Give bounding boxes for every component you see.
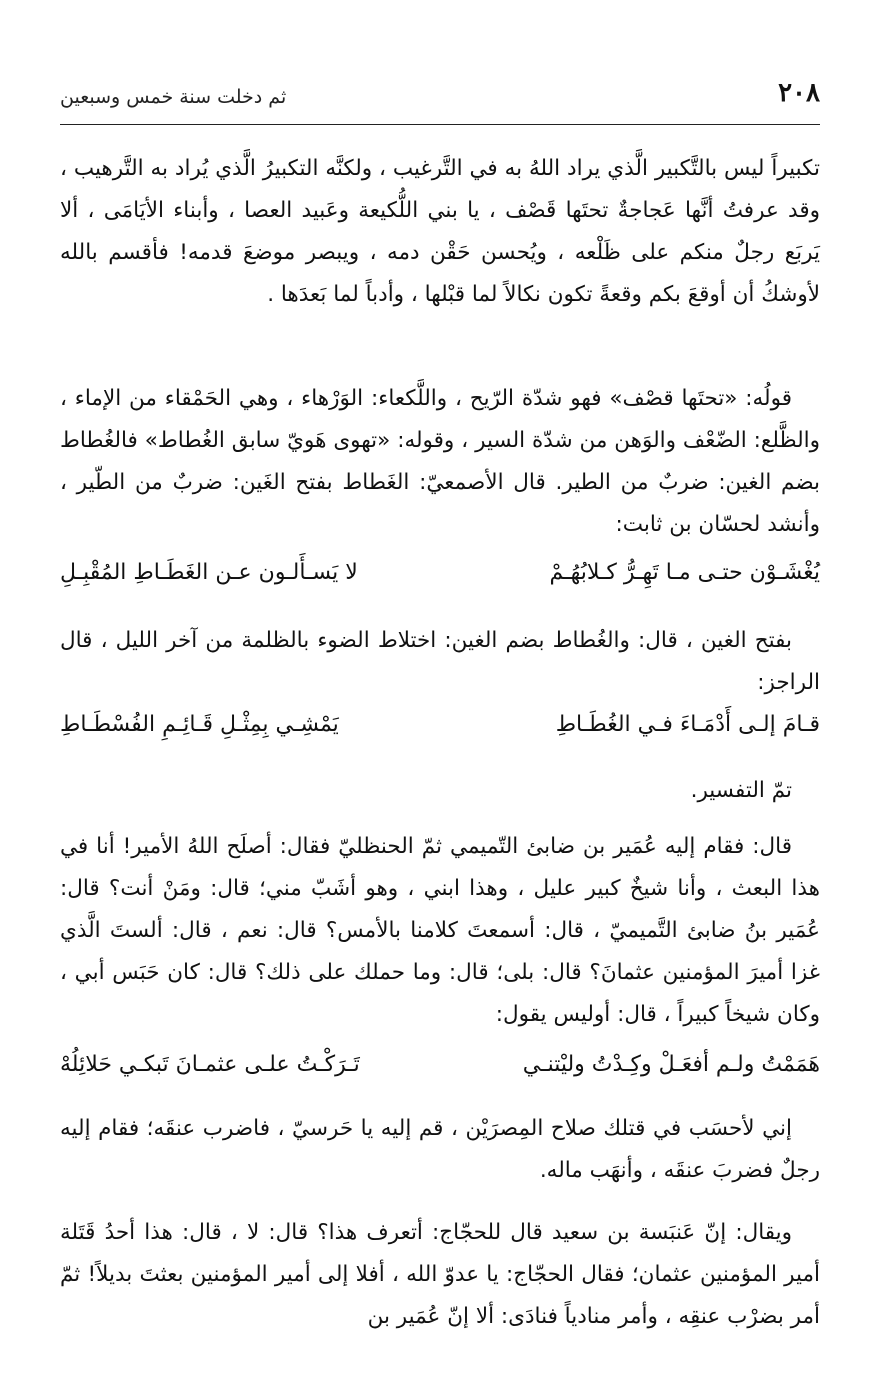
paragraph-text: إني لأحسَب في قتلك صلاح المِصرَيْن ، قم إليه يا حَرسيّ ، فاضرب عنقَه؛ فقام إليه رجلٌ فضربَ عنقَه ، وأنهَب ماله. [60,1116,820,1183]
paragraph-2 [60,378,820,546]
verse-1 [60,560,820,602]
page-header [60,78,820,125]
paragraph-text: تمّ التفسير. [690,778,792,803]
paragraph-4 [60,770,820,812]
verse-second-hemistich: لا يَسـأَلـون عـن الغَطَـاطِ المُقْبِـلِ [60,560,358,585]
verse-3 [60,1052,820,1094]
verse-second-hemistich: يَمْشِـي بِمِثْـلِ قَـائِـمِ الفُسْطَـاطِ [60,712,339,737]
paragraph-text: تكبيراً ليس بالتَّكبير الَّذي يراد اللهُ به في التَّرغيب ، ولكنَّه التكبيرُ الَّذي يُراد به التَّرهيب ، وقد عرفتُ أنَّها عَجاجةٌ تحتَها قَصْف ، يا بني اللُّكيعة وعَبيد العصا ، وأبناء الأيَامَى ، ألا يَربَع رجلٌ منكم على ظَلْعه ، ويُحسن حَقْن دمه ، ويبصر موضعَ قدمه! فأقسم بالله لأوشكُ أن أوقعَ بكم وقعةً تكون نكالاً لما قبْلها ، وأدباً لما بَعدَها . [60,156,820,307]
paragraph-3 [60,620,820,704]
paragraph-7 [60,1212,820,1338]
page-number: ٢٠٨ [778,78,820,108]
verse-first-hemistich: قـامَ إلـى أَدْمَـاءَ فـي الغُطَـاطِ [555,712,820,737]
paragraph-5 [60,826,820,1036]
paragraph-text: بفتح الغين ، قال: والغُطاط بضم الغين: اختلاط الضوء بالظلمة من آخر الليل ، قال الراجز: [60,628,820,695]
paragraph-1 [60,148,820,316]
verse-second-hemistich: تَـرَكْـتُ علـى عثمـانَ تَبكـي حَلائِلُهْ [60,1052,360,1077]
verse-first-hemistich: يُغْشَـوْن حتـى مـا تَهِـرُّ كـلابُهُـمْ [549,560,820,585]
verse-2 [60,712,820,754]
paragraph-6 [60,1108,820,1192]
running-title: ثم دخلت سنة خمس وسبعين [60,86,287,108]
paragraph-text: قولُه: «تحتَها قصْف» فهو شدّة الرّيح ، واللَّكعاء: الوَرْهاء ، وهي الحَمْقاء من الإماء ، والظَّلع: الضّعْف والوَهن من شدّة السير ، وقوله: «تهوى هَويّ سابق الغُطاط» فالغُطاط بضم الغين: ضربٌ من الطير. قال الأصمعيّ: الغَطاط بفتح الغَين: ضربٌ من الطّير ، وأنشد لحسّان بن ثابت: [60,386,820,537]
verse-first-hemistich: هَمَمْتُ ولـم أفعَـلْ وكِـدْتُ وليْتنـي [522,1052,820,1077]
paragraph-text: قال: فقام إليه عُمَير بن ضابئ التّميمي ثمّ الحنظليّ فقال: أصلَح اللهُ الأمير! أنا في هذا البعث ، وأنا شيخٌ كبير عليل ، وهذا ابني ، وهو أشَبّ مني؛ قال: ومَنْ أنت؟ قال: عُمَير بنُ ضابئ التَّميميّ ، قال: أسمعتَ كلامنا بالأمس؟ قال: نعم ، قال: ألستَ الَّذي غزا أميرَ المؤمنين عثمانَ؟ قال: بلى؛ قال: وما حملك على ذلك؟ قال: كان حَبَس أبي ، وكان شيخاً كبيراً ، قال: أوليس يقول: [60,834,820,1027]
paragraph-text: ويقال: إنّ عَنبَسة بن سعيد قال للحجّاج: أتعرف هذا؟ قال: لا ، قال: هذا أحدُ قَتَلة أمير المؤمنين عثمان؛ فقال الحجّاج: يا عدوّ الله ، أفلا إلى أمير المؤمنين بعثتَ بديلاً! ثمّ أمر بضرْب عنقِه ، وأمر منادياً فنادَى: ألا إنّ عُمَير بن [60,1220,820,1329]
